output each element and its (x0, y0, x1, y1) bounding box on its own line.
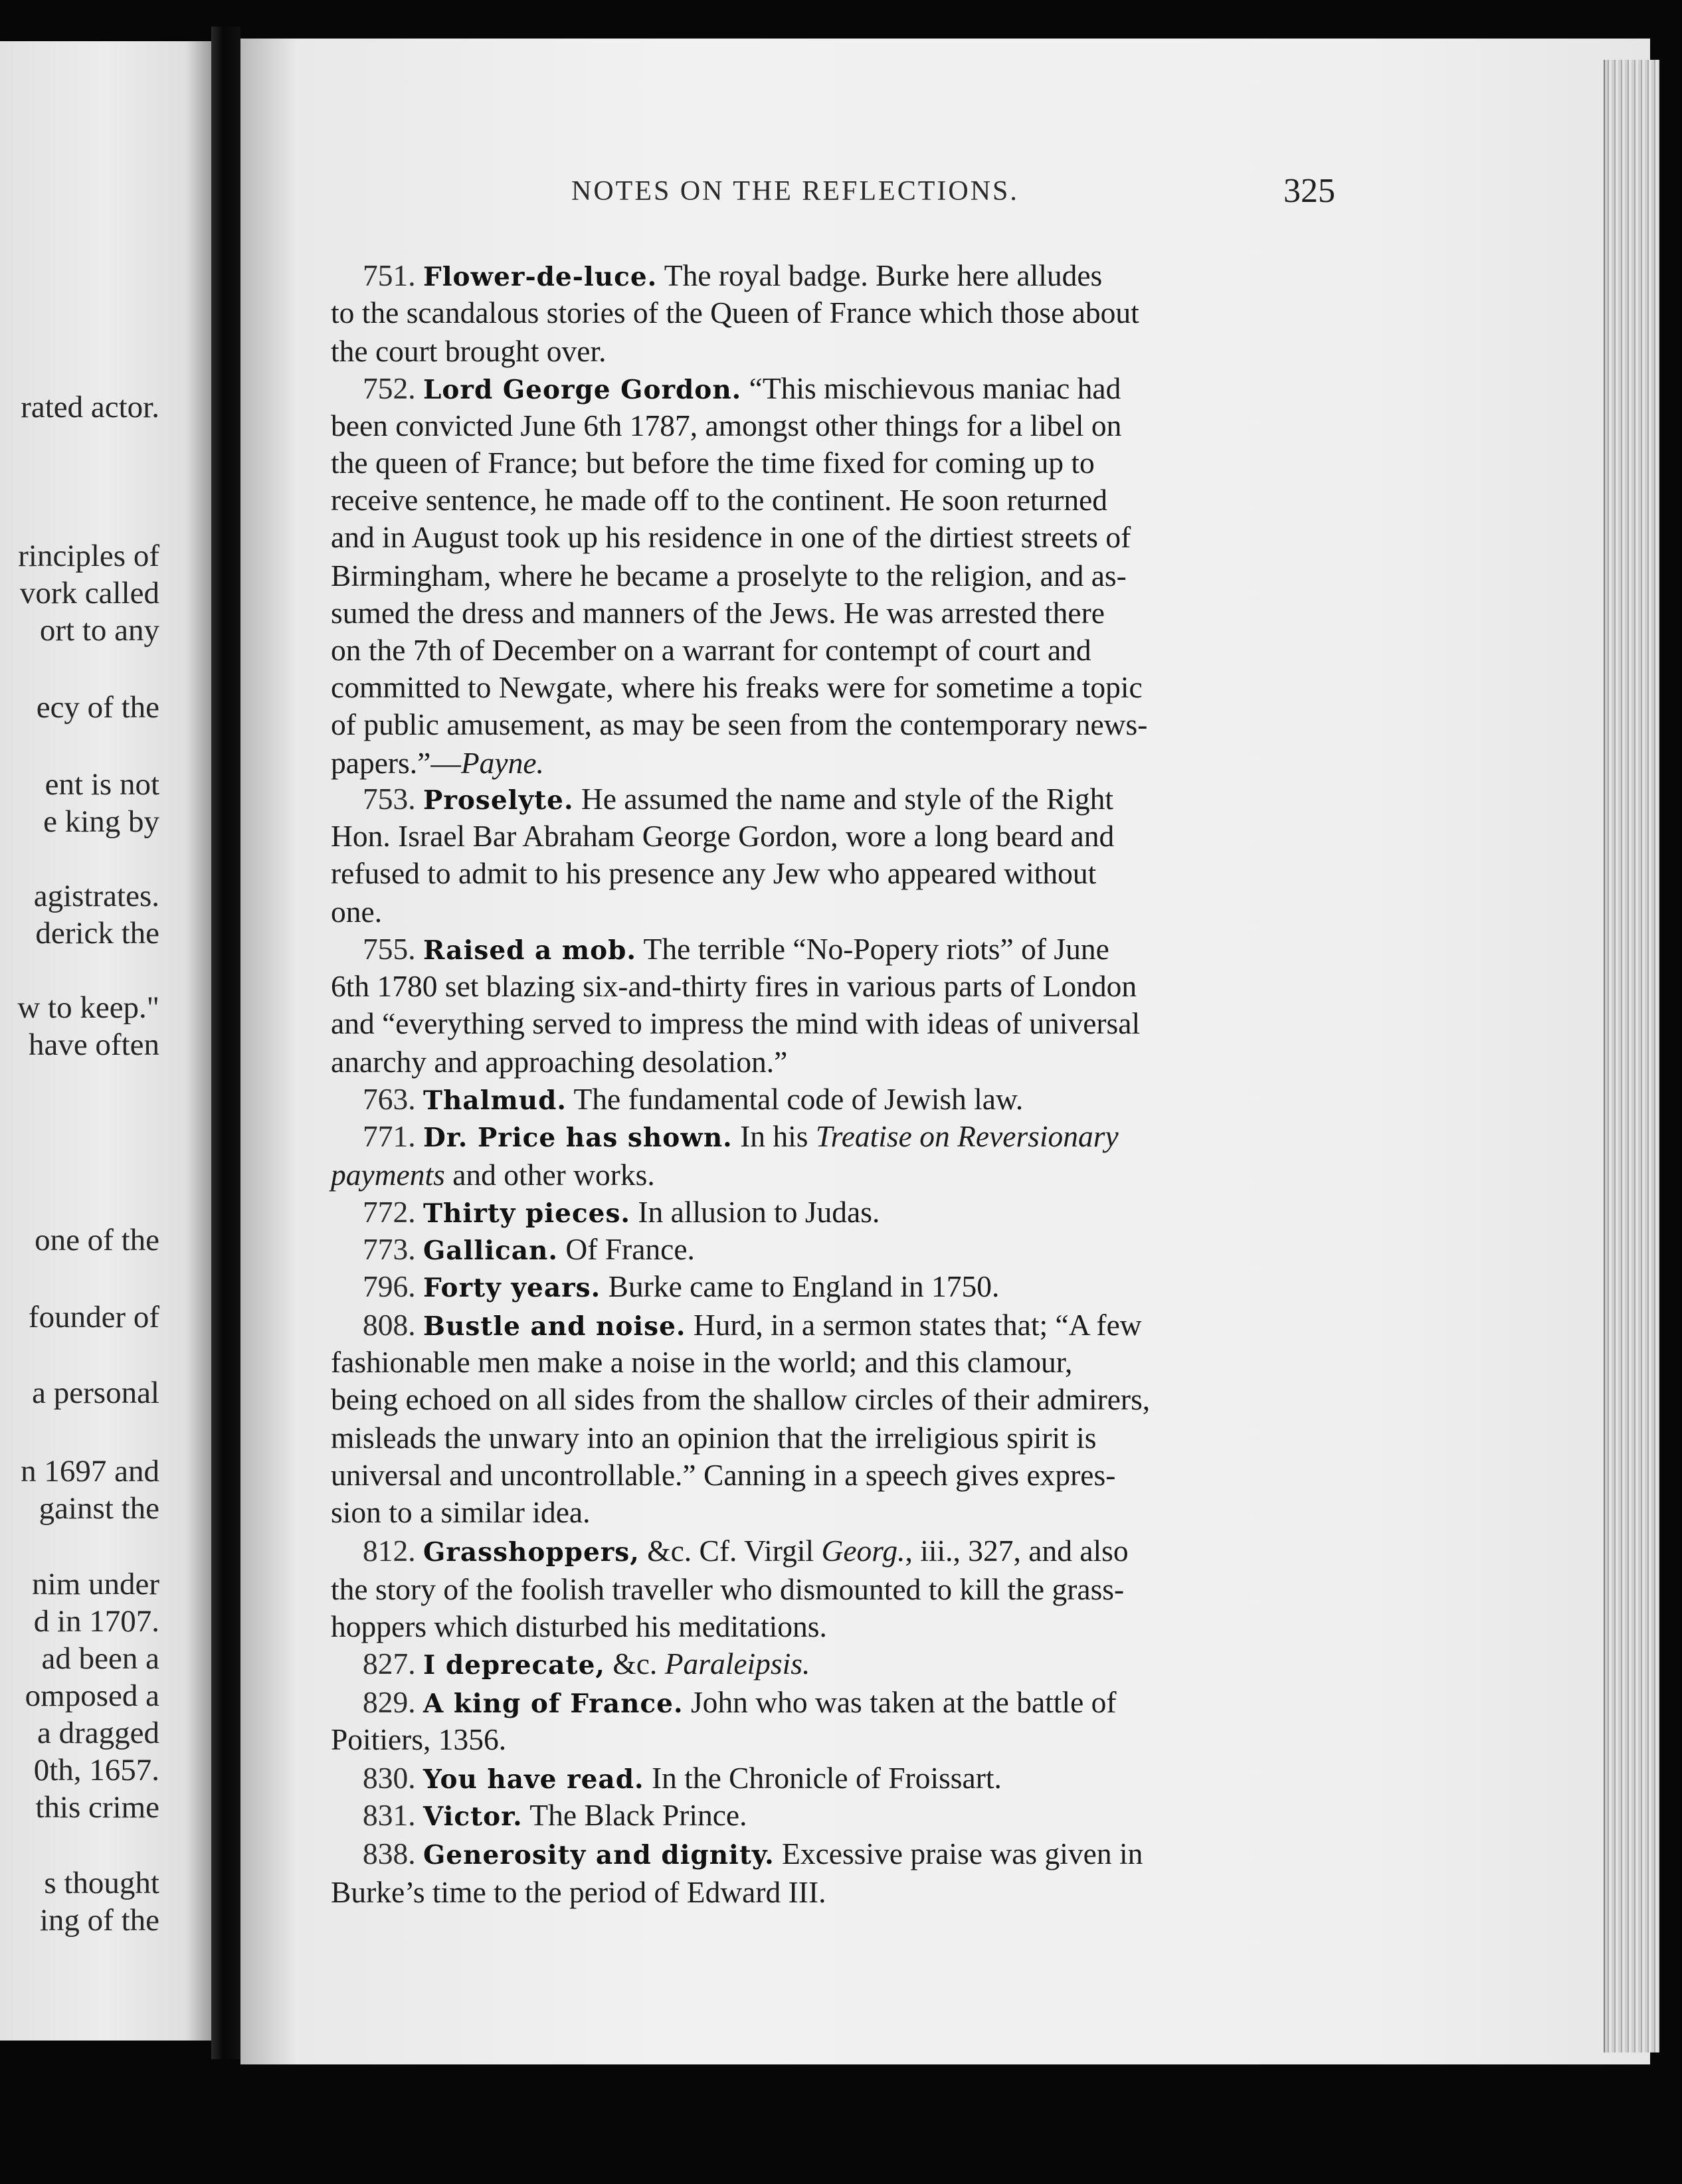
note-entry-line: 829. A king of France. John who was taken at the battle of (363, 1685, 1117, 1719)
note-headword: Grasshoppers, (423, 1537, 640, 1568)
note-text-line: universal and uncontrollable.” Canning in a speech gives expres- (331, 1458, 1116, 1492)
note-text-line: being echoed on all sides from the shallow circles of their admirers, (331, 1382, 1151, 1416)
note-text-line: refused to admit to his presence any Jew who appeared without (331, 856, 1097, 890)
left-page-line: d in 1707. (33, 1604, 159, 1639)
note-text-line: been convicted June 6th 1787, amongst other things for a libel on (331, 409, 1122, 442)
left-page-line: n 1697 and (21, 1454, 159, 1489)
note-headword: Victor. (423, 1801, 523, 1832)
note-text-line: Birmingham, where he became a proselyte to the religion, and as- (331, 559, 1127, 592)
note-text-line: receive sentence, he made off to the continent. He soon returned (331, 483, 1108, 517)
page-edges (1604, 60, 1659, 2052)
left-page-line: derick the (35, 916, 159, 951)
note-text-line: and in August took up his residence in one of the dirtiest streets of (331, 520, 1131, 554)
note-text-line: payments and other works. (331, 1158, 655, 1192)
note-headword: I deprecate, (423, 1650, 605, 1681)
left-page-line: a dragged (37, 1716, 159, 1750)
note-entry-line: 752. Lord George Gordon. “This mischievous maniac had (363, 371, 1121, 405)
left-page-line: ort to any (39, 613, 159, 648)
left-page-line: vork called (19, 576, 159, 610)
note-text-line: papers.”—Payne. (331, 746, 544, 780)
left-page-line: rinciples of (18, 539, 159, 573)
left-page-line: founder of (28, 1300, 159, 1334)
note-entry-line: 755. Raised a mob. The terrible “No-Popery riots” of June (363, 932, 1109, 966)
note-text-line: one. (331, 895, 383, 929)
note-entry-line: 808. Bustle and noise. Hurd, in a sermon states that; “A few (363, 1308, 1142, 1342)
note-text-line: anarchy and approaching desolation.” (331, 1045, 788, 1079)
note-headword: Raised a mob. (423, 935, 636, 966)
note-text-line: the queen of France; but before the time fixed for coming up to (331, 446, 1095, 480)
left-page-line: w to keep." (17, 990, 159, 1025)
left-page-line: a personal (32, 1376, 159, 1410)
note-entry-line: 838. Generosity and dignity. Excessive praise was given in (363, 1837, 1143, 1870)
note-headword: Generosity and dignity. (423, 1840, 775, 1870)
note-text-line: sion to a similar idea. (331, 1495, 591, 1529)
note-headword: Flower-de-luce. (423, 262, 658, 292)
left-page-line: nim under (32, 1567, 159, 1601)
note-entry-line: 773. Gallican. Of France. (363, 1232, 695, 1266)
note-text-line: on the 7th of December on a warrant for contempt of court and (331, 633, 1091, 667)
note-headword: Gallican. (423, 1235, 558, 1266)
left-page-line: have often (28, 1028, 159, 1062)
note-entry-line: 812. Grasshoppers, &c. Cf. Virgil Georg., iii., 327, and also (363, 1534, 1129, 1568)
note-text-line: misleads the unwary into an opinion that the irreligious spirit is (331, 1421, 1097, 1455)
note-headword: A king of France. (423, 1688, 684, 1719)
left-facing-page (0, 41, 211, 2041)
note-text-line: of public amusement, as may be seen from the contemporary news- (331, 707, 1148, 741)
left-page-line: one of the (35, 1223, 159, 1257)
left-page-line: 0th, 1657. (33, 1753, 159, 1787)
note-headword: Forty years. (423, 1273, 601, 1303)
book-gutter (211, 27, 240, 2059)
note-headword: Proselyte. (423, 785, 574, 816)
note-text-line: hoppers which disturbed his meditations. (331, 1609, 827, 1643)
note-text-line: 6th 1780 set blazing six-and-thirty fires in various parts of London (331, 969, 1137, 1003)
note-text-line: the story of the foolish traveller who dismounted to kill the grass- (331, 1572, 1125, 1606)
note-headword: Dr. Price has shown. (423, 1123, 733, 1153)
page-number: 325 (1283, 172, 1335, 210)
left-page-line: gainst the (39, 1491, 159, 1526)
left-page-line: e king by (43, 804, 159, 839)
left-page-line: omposed a (25, 1679, 159, 1713)
note-text-line: Hon. Israel Bar Abraham George Gordon, wore a long beard and (331, 819, 1115, 853)
left-page-line: this crime (35, 1790, 159, 1825)
note-headword: You have read. (423, 1764, 644, 1795)
note-text-line: sumed the dress and manners of the Jews. He was arrested there (331, 596, 1105, 630)
left-page-line: rated actor. (21, 390, 159, 424)
note-entry-line: 831. Victor. The Black Prince. (363, 1798, 747, 1832)
left-page-line: ent is not (45, 767, 159, 802)
note-headword: Lord George Gordon. (423, 375, 742, 405)
note-headword: Bustle and noise. (423, 1311, 686, 1342)
note-text-line: and “everything served to impress the mind with ideas of universal (331, 1006, 1141, 1040)
left-page-line: s thought (44, 1866, 159, 1900)
left-page-line: agistrates. (33, 879, 159, 913)
note-entry-line: 827. I deprecate, &c. Paraleipsis. (363, 1647, 810, 1681)
running-head: NOTES ON THE REFLECTIONS. (571, 176, 1019, 207)
note-entry-line: 830. You have read. In the Chronicle of Froissart. (363, 1761, 1002, 1795)
left-page-line: ecy of the (36, 690, 159, 725)
note-headword: Thirty pieces. (423, 1198, 630, 1229)
left-page-line: ad been a (41, 1641, 159, 1676)
note-entry-line: 771. Dr. Price has shown. In his Treatise on Reversionary (363, 1119, 1119, 1153)
note-text-line: the court brought over. (331, 334, 607, 368)
note-text-line: committed to Newgate, where his freaks were for sometime a topic (331, 670, 1143, 704)
note-entry-line: 751. Flower-de-luce. The royal badge. Burke here alludes (363, 258, 1103, 292)
note-text-line: Poitiers, 1356. (331, 1722, 507, 1756)
note-text-line: fashionable men make a noise in the world; and this clamour, (331, 1345, 1073, 1379)
note-entry-line: 796. Forty years. Burke came to England in 1750. (363, 1269, 1000, 1303)
note-entry-line: 763. Thalmud. The fundamental code of Jewish law. (363, 1082, 1024, 1116)
note-text-line: Burke’s time to the period of Edward III. (331, 1875, 826, 1909)
note-headword: Thalmud. (423, 1085, 567, 1116)
note-entry-line: 753. Proselyte. He assumed the name and style of the Right (363, 782, 1114, 816)
note-entry-line: 772. Thirty pieces. In allusion to Judas. (363, 1195, 880, 1229)
left-page-line: ing of the (39, 1903, 159, 1938)
note-text-line: to the scandalous stories of the Queen of France which those about (331, 296, 1139, 329)
